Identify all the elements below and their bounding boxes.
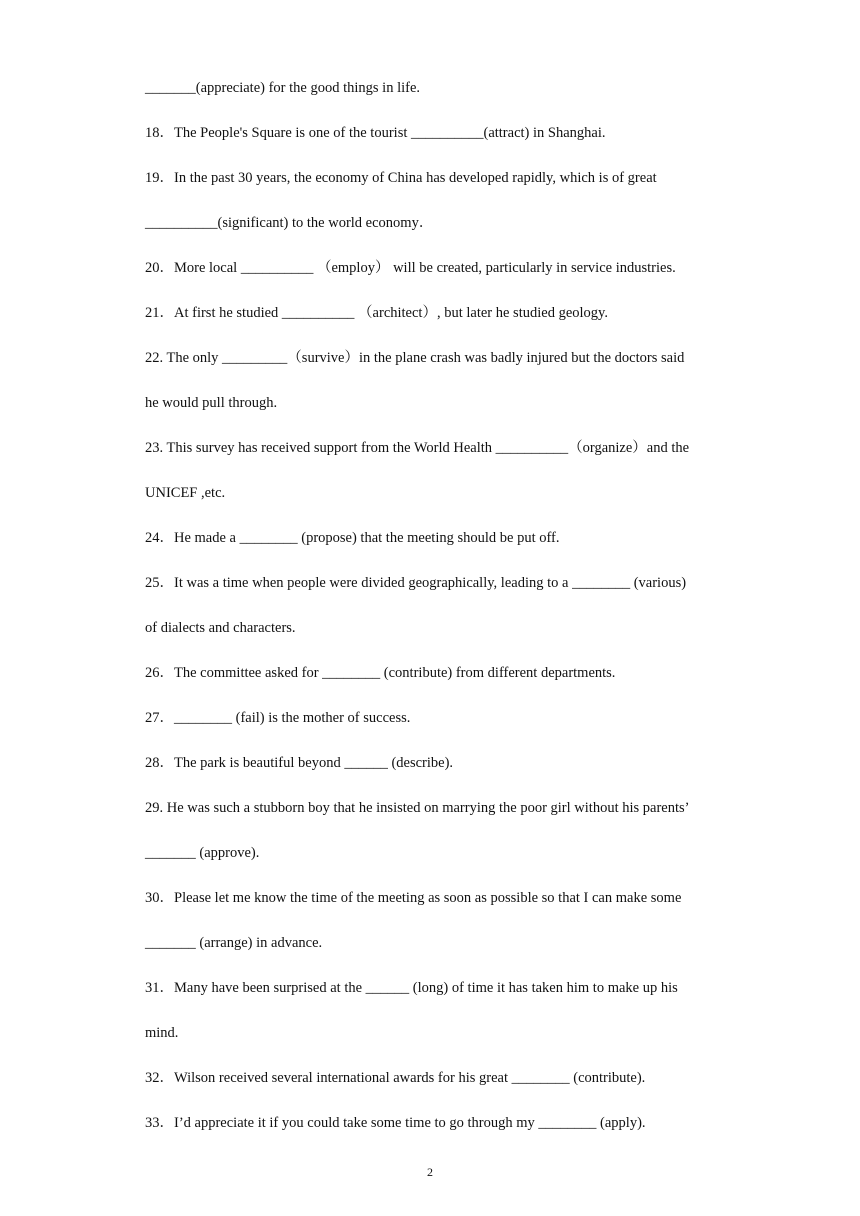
question-27: 27．________ (fail) is the mother of success.: [145, 710, 411, 726]
text-line: of dialects and characters.: [145, 620, 296, 636]
question-30: 30．Please let me know the time of the meeting as soon as possible so that I can make some: [145, 890, 682, 906]
text-line: _______ (approve).: [145, 845, 260, 861]
question-19: 19．In the past 30 years, the economy of China has developed rapidly, which is of great: [145, 170, 657, 186]
question-24: 24．He made a ________ (propose) that the meeting should be put off.: [145, 530, 560, 546]
page-number: 2: [427, 1165, 433, 1179]
question-23: 23. This survey has received support from the World Health __________（organize）and the: [145, 440, 690, 456]
question-26: 26．The committee asked for ________ (contribute) from different departments.: [145, 665, 616, 681]
text-line: _______(appreciate) for the good things in life.: [145, 80, 421, 96]
question-33: 33．I’d appreciate it if you could take some time to go through my ________ (apply).: [145, 1115, 646, 1131]
question-18: 18．The People's Square is one of the tourist __________(attract) in Shanghai.: [145, 125, 606, 141]
text-line: UNICEF ,etc.: [145, 485, 226, 501]
question-22: 22. The only _________（survive）in the plane crash was badly injured but the doctors said: [145, 350, 685, 366]
question-32: 32．Wilson received several international awards for his great ________ (contribute).: [145, 1070, 646, 1086]
text-line: _______ (arrange) in advance.: [145, 935, 323, 951]
question-21: 21．At first he studied __________ （architect）, but later he studied geology.: [145, 305, 608, 321]
question-28: 28．The park is beautiful beyond ______ (describe).: [145, 755, 454, 771]
text-line: __________(significant) to the world economy．: [145, 215, 434, 231]
question-20: 20．More local __________ （employ） will be created, particularly in service industries.: [145, 260, 676, 276]
text-line: mind.: [145, 1025, 179, 1041]
question-29: 29. He was such a stubborn boy that he insisted on marrying the poor girl without his parents’: [145, 800, 690, 816]
question-31: 31．Many have been surprised at the ______ (long) of time it has taken him to make up his: [145, 980, 678, 996]
text-line: he would pull through.: [145, 395, 278, 411]
question-25: 25．It was a time when people were divided geographically, leading to a ________ (various): [145, 575, 687, 591]
